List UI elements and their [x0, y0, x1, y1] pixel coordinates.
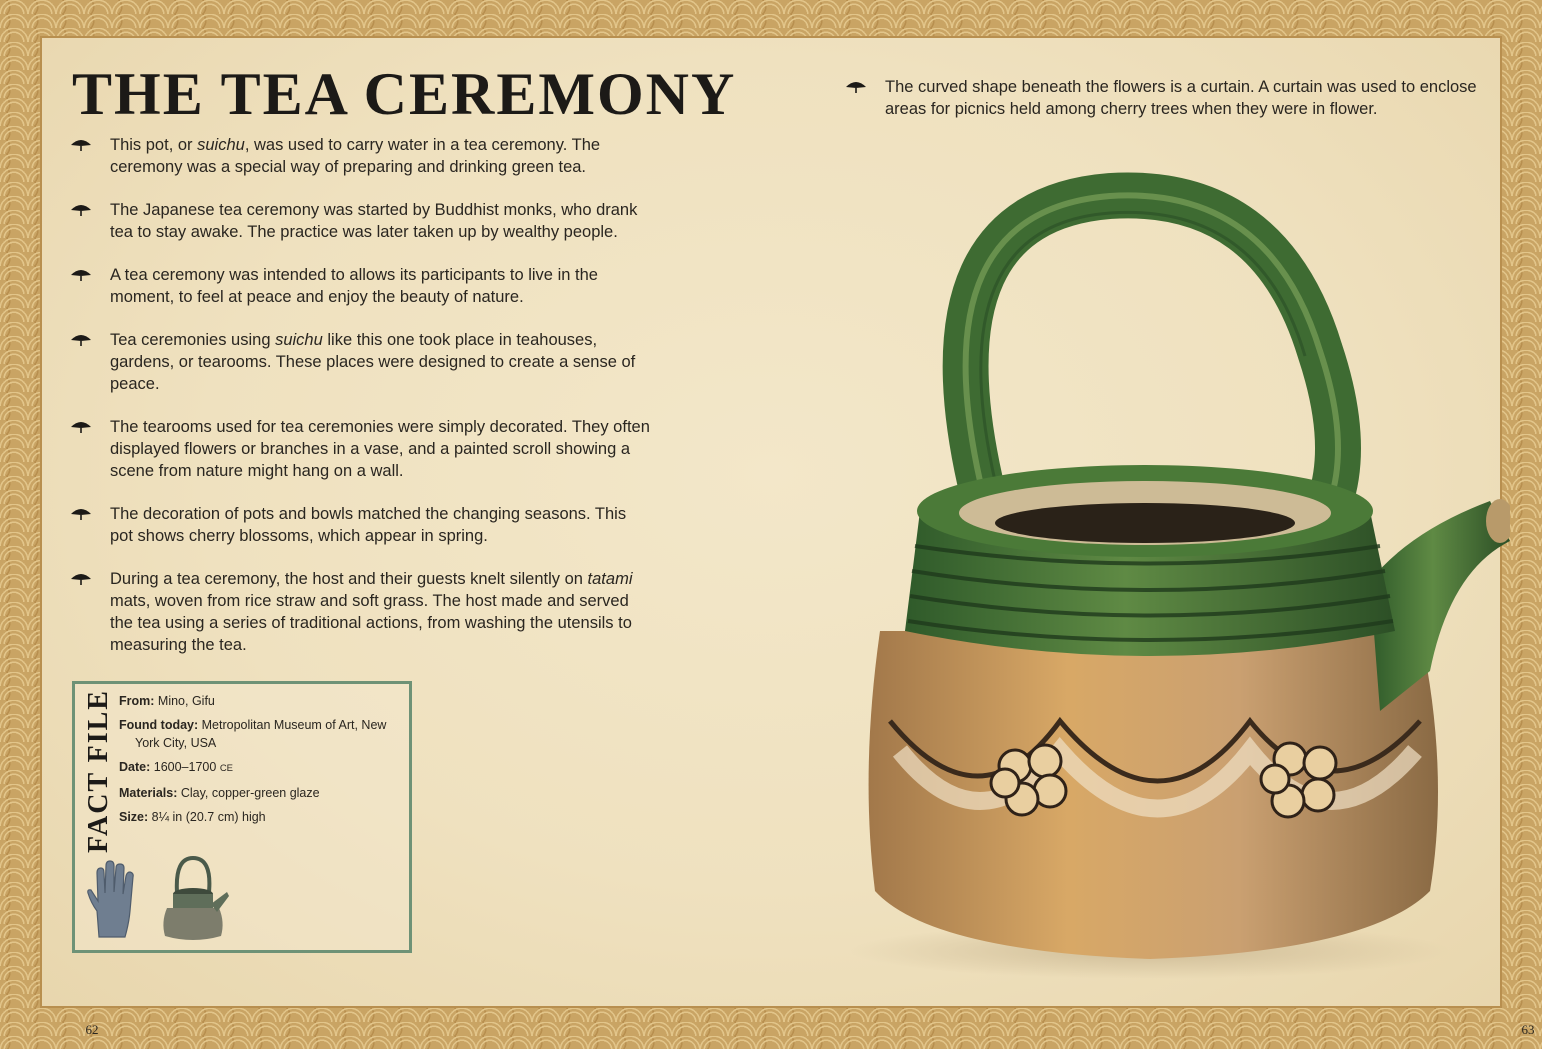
bullet-text-7b: tatami — [587, 570, 633, 588]
bullet-item — [70, 416, 650, 482]
bullet-item — [70, 329, 650, 395]
fan-icon — [70, 507, 92, 521]
bullet-item — [70, 134, 650, 178]
fact-list — [119, 692, 404, 832]
page-number-left: 62 — [85, 1022, 99, 1037]
fan-icon — [70, 333, 92, 347]
bullet-text-7c: mats, woven from rice straw and soft grass. The host made and served the tea using a series of traditional actions, from washing the utensils to measuring the tea. — [110, 592, 632, 654]
fact-date: Date: 1600–1700 CE — [119, 760, 234, 774]
fact-size: Size: 8¼ in (20.7 cm) high — [119, 810, 266, 824]
fan-icon — [70, 420, 92, 434]
fact-from: From: Mino, Gifu — [119, 694, 215, 708]
bullet-item — [70, 568, 650, 656]
bullet-item — [70, 199, 650, 243]
bullet-text-4b: suichu — [275, 331, 323, 349]
bullet-text-1a: This pot, or — [110, 136, 198, 154]
bullet-item — [70, 264, 650, 308]
page-title: THE TEA CEREMONY — [72, 61, 737, 127]
bullet-item-right — [845, 76, 1495, 120]
fact-found-today: Found today: Metropolitan Museum of Art, New York City, USA — [119, 718, 387, 750]
bullet-text-6: The decoration of pots and bowls matched the changing seasons. This pot shows cherry blossoms, which appear in spring. — [110, 505, 627, 545]
bullet-text-right: The curved shape beneath the flowers is a curtain. A curtain was used to enclose areas for picnics held among cherry trees when they were in flower. — [885, 78, 1477, 118]
fan-icon — [845, 80, 867, 94]
fan-icon — [70, 138, 92, 152]
bullet-text-5: The tearooms used for tea ceremonies were simply decorated. They often displayed flowers or branches in a vase, and a painted scroll showing a scene from nature might hang on a wall. — [110, 418, 650, 480]
fan-icon — [70, 203, 92, 217]
bullet-list-left — [70, 134, 650, 677]
fact-file-box — [72, 681, 412, 953]
bullet-text-4c: like this one took place in teahouses, gardens, or tearooms. These places were designed to create a sense of peace. — [110, 331, 636, 393]
bullet-text-3: A tea ceremony was intended to allows its participants to live in the moment, to feel at peace and enjoy the beauty of nature. — [110, 266, 598, 306]
suichu-pot-illustration — [810, 151, 1510, 981]
bullet-item — [70, 503, 650, 547]
bullet-text-2: The Japanese tea ceremony was started by Buddhist monks, who drank tea to stay awake. The practice was later taken up by wealthy people. — [110, 201, 638, 241]
page-number-right: 63 — [1521, 1022, 1535, 1037]
fan-icon — [70, 268, 92, 282]
bullet-text-1b: suichu — [197, 136, 245, 154]
fact-materials: Materials: Clay, copper-green glaze — [119, 786, 320, 800]
bullet-text-1c: , was used to carry water in a tea ceremony. The ceremony was a special way of preparing and drinking green tea. — [110, 136, 601, 176]
book-spread — [40, 36, 1535, 1037]
bullet-text-4a: Tea ceremonies using — [110, 331, 276, 349]
fact-file-heading: FACT FILE — [83, 689, 114, 853]
fan-icon — [70, 572, 92, 586]
hand-scale-icon — [85, 859, 141, 939]
pot-scale-thumbnail — [155, 852, 230, 944]
bullet-text-7a: During a tea ceremony, the host and their guests knelt silently on — [110, 570, 588, 588]
